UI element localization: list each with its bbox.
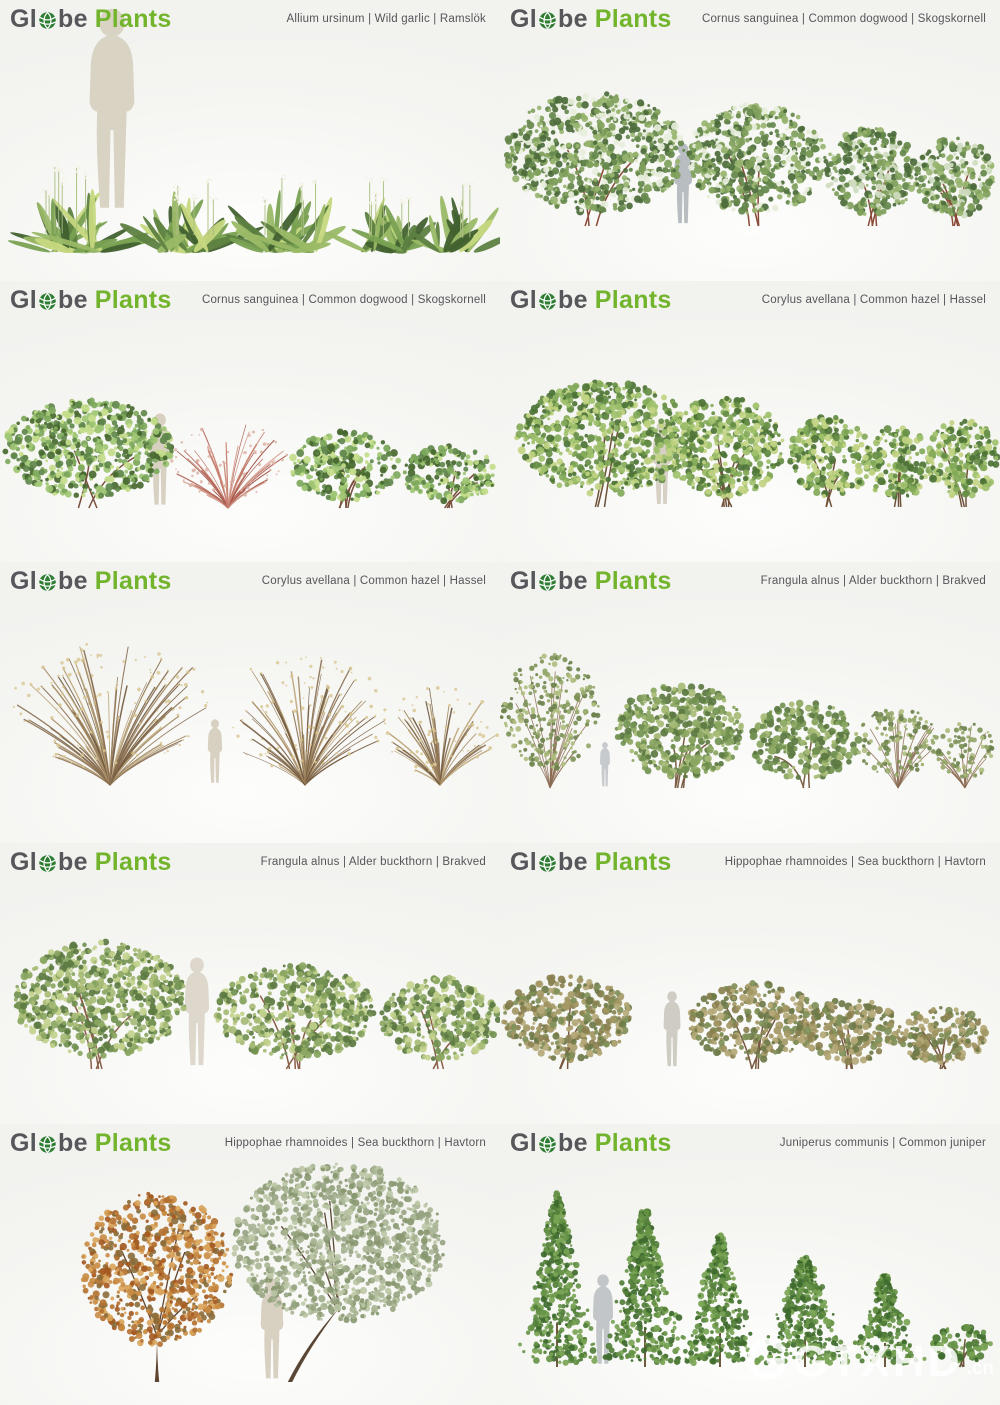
logo-word-globe-pre: Gl xyxy=(10,567,37,595)
logo-word-plants: Plants xyxy=(94,286,172,314)
globe-plants-logo xyxy=(10,569,172,594)
globe-plants-logo xyxy=(510,288,672,313)
globe-icon xyxy=(38,1135,57,1154)
plant-render-scene xyxy=(500,0,1000,281)
globe-plants-logo xyxy=(10,7,172,32)
species-label: Cornus sanguinea | Common dogwood | Skogskornell xyxy=(201,294,486,306)
plant-render-scene xyxy=(500,281,1000,562)
plant-panel-1 xyxy=(500,0,1000,281)
species-label: Cornus sanguinea | Common dogwood | Skogskornell xyxy=(701,13,986,25)
globe-icon xyxy=(538,1135,557,1154)
species-label: Frangula alnus | Alder buckthorn | Brakved xyxy=(760,575,986,587)
globe-icon xyxy=(538,854,557,873)
globe-plants-logo xyxy=(510,850,672,875)
logo-word-plants: Plants xyxy=(594,1129,672,1157)
plant-panel-6 xyxy=(0,843,500,1124)
species-label: Corylus avellana | Common hazel | Hassel xyxy=(761,294,986,306)
plant-panel-9 xyxy=(500,1124,1000,1405)
logo-word-plants: Plants xyxy=(94,848,172,876)
watermark-text: GTXHD xyxy=(793,1336,963,1386)
logo-word-plants: Plants xyxy=(94,1129,172,1157)
logo-word-globe-post: be xyxy=(58,1129,88,1157)
logo-word-plants: Plants xyxy=(594,5,672,33)
species-label: Juniperus communis | Common juniper xyxy=(779,1137,986,1149)
logo-word-globe-pre: Gl xyxy=(10,286,37,314)
globe-icon xyxy=(538,11,557,30)
species-label: Hippophae rhamnoides | Sea buckthorn | Havtorn xyxy=(224,1137,486,1149)
logo-word-plants: Plants xyxy=(594,848,672,876)
plant-render-scene xyxy=(0,562,500,843)
plant-render-scene xyxy=(500,562,1000,843)
logo-word-globe-pre: Gl xyxy=(510,567,537,595)
logo-word-globe-pre: Gl xyxy=(510,286,537,314)
globe-plants-logo xyxy=(510,569,672,594)
logo-word-plants: Plants xyxy=(594,567,672,595)
logo-word-globe-pre: Gl xyxy=(510,848,537,876)
plant-render-scene xyxy=(0,281,500,562)
globe-plants-logo xyxy=(10,1131,172,1156)
species-label: Frangula alnus | Alder buckthorn | Brakved xyxy=(260,856,486,868)
logo-word-globe-pre: Gl xyxy=(510,1129,537,1157)
logo-word-globe-post: be xyxy=(558,5,588,33)
logo-word-globe-post: be xyxy=(558,567,588,595)
logo-word-globe-post: be xyxy=(558,848,588,876)
watermark-suffix: .cn xyxy=(966,1358,994,1379)
globe-icon xyxy=(38,11,57,30)
plant-render-scene xyxy=(500,1124,1000,1405)
plant-panel-8 xyxy=(0,1124,500,1405)
globe-icon xyxy=(38,854,57,873)
globe-icon xyxy=(38,292,57,311)
globe-plants-logo xyxy=(510,1131,672,1156)
plant-render-scene xyxy=(0,843,500,1124)
plant-panel-2 xyxy=(0,281,500,562)
logo-word-plants: Plants xyxy=(94,5,172,33)
logo-word-globe-post: be xyxy=(58,286,88,314)
globe-icon xyxy=(538,292,557,311)
logo-word-globe-post: be xyxy=(58,848,88,876)
logo-word-globe-post: be xyxy=(58,567,88,595)
plant-render-scene xyxy=(500,843,1000,1124)
plant-panel-7 xyxy=(500,843,1000,1124)
logo-word-globe-pre: Gl xyxy=(10,848,37,876)
species-label: Hippophae rhamnoides | Sea buckthorn | Havtorn xyxy=(724,856,986,868)
logo-word-globe-post: be xyxy=(558,1129,588,1157)
plant-render-scene xyxy=(0,0,500,281)
plant-panel-0 xyxy=(0,0,500,281)
species-label: Corylus avellana | Common hazel | Hassel xyxy=(261,575,486,587)
globe-plants-logo xyxy=(510,7,672,32)
logo-word-globe-pre: Gl xyxy=(510,5,537,33)
plant-panel-5 xyxy=(500,562,1000,843)
logo-word-globe-pre: Gl xyxy=(10,1129,37,1157)
logo-word-globe-post: be xyxy=(58,5,88,33)
plant-panel-4 xyxy=(0,562,500,843)
globe-icon xyxy=(538,573,557,592)
logo-word-globe-pre: Gl xyxy=(10,5,37,33)
logo-word-plants: Plants xyxy=(594,286,672,314)
species-label: Allium ursinum | Wild garlic | Ramslök xyxy=(286,13,486,25)
plant-render-scene xyxy=(0,1124,500,1405)
globe-plants-logo xyxy=(10,850,172,875)
plant-panel-3 xyxy=(500,281,1000,562)
logo-word-globe-post: be xyxy=(558,286,588,314)
logo-word-plants: Plants xyxy=(94,567,172,595)
globe-plants-logo xyxy=(10,288,172,313)
globe-icon xyxy=(38,573,57,592)
